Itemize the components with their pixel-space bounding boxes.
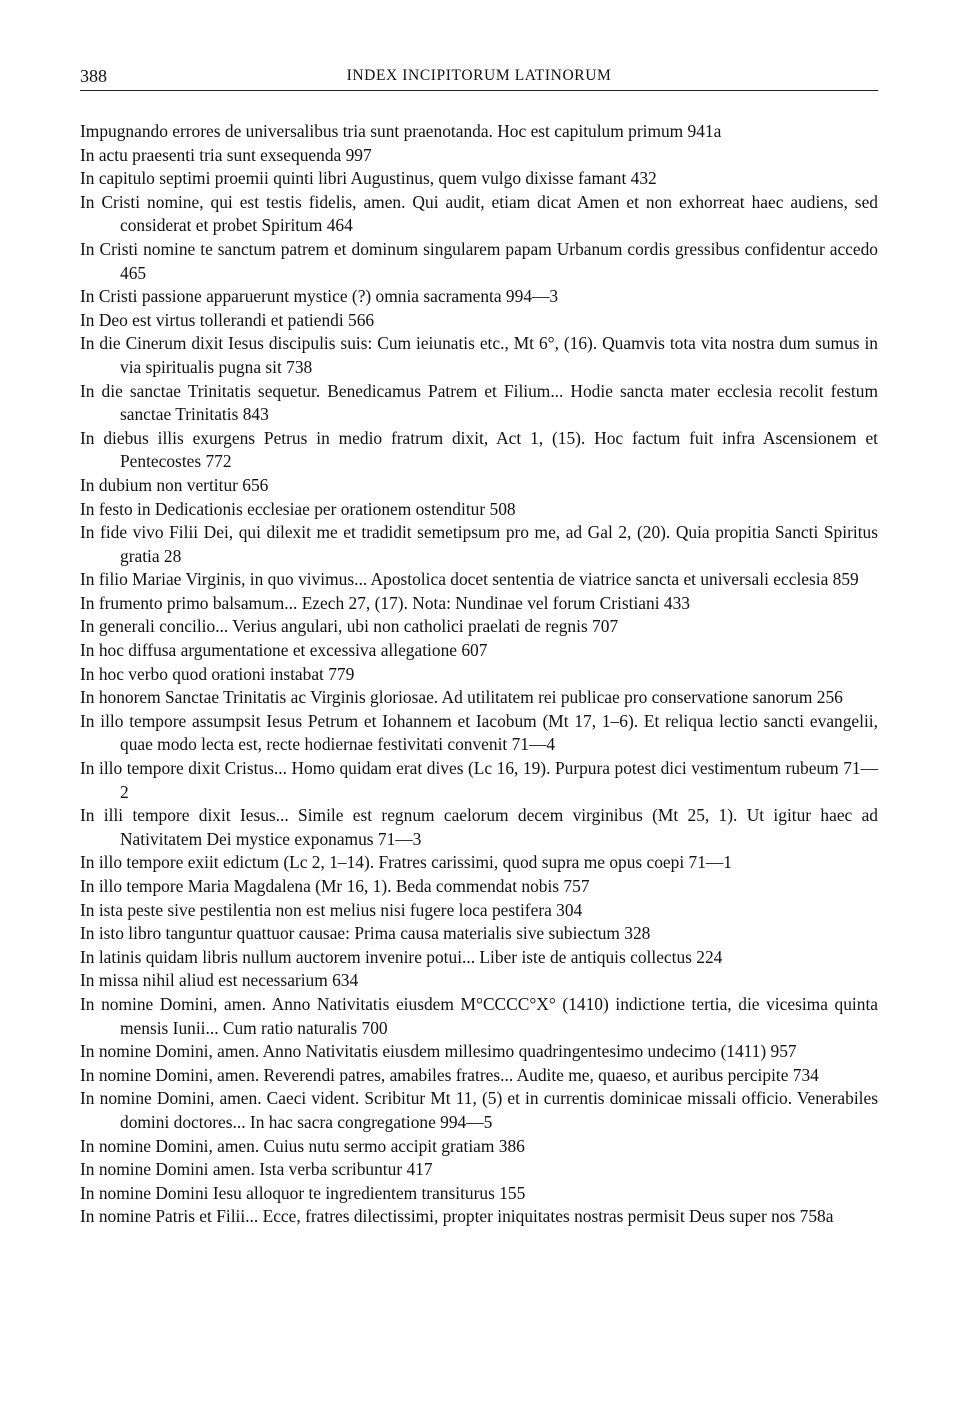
index-entry: In Cristi passione apparuerunt mystice (?) omnia sacramenta 994—3	[80, 286, 559, 307]
index-entry: In missa nihil aliud est necessarium 634	[80, 970, 359, 991]
index-entry: In honorem Sanctae Trinitatis ac Virginis gloriosae. Ad utilitatem rei publicae pro conservatione sanorum 256	[80, 687, 843, 708]
index-entry: In generali concilio... Verius angulari, ubi non catholici praelati de regnis 707	[80, 616, 619, 637]
index-entry: Impugnando errores de universalibus tria sunt praenotanda. Hoc est capitulum primum 941a	[80, 121, 722, 141]
index-entry: In nomine Domini Iesu alloquor te ingredientem transiturus 155	[80, 1182, 526, 1203]
index-entry: In illo tempore Maria Magdalena (Mr 16, 1). Beda commendat nobis 757	[80, 876, 590, 896]
index-entry: In Cristi nomine, qui est testis fidelis, amen. Qui audit, etiam dicat Amen et non exhorreat haec audiens, sed considerat et probet Spiritum 464	[80, 191, 878, 236]
index-entry: In nomine Patris et Filii... Ecce, fratres dilectissimi, propter iniquitates nostras permisit Deus super nos 758a	[80, 1206, 834, 1227]
index-entry: In ista peste sive pestilentia non est melius nisi fugere loca pestifera 304	[80, 899, 583, 920]
index-entry: In latinis quidam libris nullum auctorem invenire potui... Liber iste de antiquis collectus 224	[80, 946, 723, 967]
index-entry: In nomine Domini, amen. Anno Nativitatis eiusdem millesimo quadringentesimo undecimo (1411) 957	[80, 1041, 797, 1062]
incipit-list	[80, 120, 878, 1229]
page-number: 388	[80, 66, 107, 86]
index-entry: In nomine Domini, amen. Cuius nutu sermo accipit gratiam 386	[80, 1135, 525, 1156]
index-entry: In isto libro tanguntur quattuor causae: Prima causa materialis sive subiectum 328	[80, 923, 651, 944]
index-entry: In illo tempore dixit Cristus... Homo quidam erat dives (Lc 16, 19). Purpura potest dici vestimentum rubeum 71—2	[80, 758, 878, 802]
index-entry: In dubium non vertitur 656	[80, 474, 269, 495]
index-entry: In festo in Dedicationis ecclesiae per orationem ostenditur 508	[80, 498, 516, 519]
running-head	[80, 60, 878, 90]
index-entry: In nomine Domini, amen. Caeci vident. Scribitur Mt 11, (5) et in currentis dominicae missali officio. Venerabiles domini doctores... In hac sacra congregatione 994—5	[80, 1088, 878, 1132]
index-entry: In Cristi nomine te sanctum patrem et dominum singularem papam Urbanum cordis gressibus confidentur accedo 465	[80, 238, 878, 283]
index-entry: In Deo est virtus tollerandi et patiendi 566	[80, 309, 375, 330]
index-entry: In nomine Domini, amen. Anno Nativitatis eiusdem M°CCCC°X° (1410) indictione tertia, die vicesima quinta mensis Iunii... Cum ratio naturalis 700	[80, 993, 878, 1038]
index-entry: In nomine Domini amen. Ista verba scribuntur 417	[80, 1159, 433, 1180]
index-entry: In illi tempore dixit Iesus... Simile est regnum caelorum decem virginibus (Mt 25, 1). Ut igitur haec ad Nativitatem Dei mystice exponamus 71—3	[80, 805, 878, 849]
index-entry: In nomine Domini, amen. Reverendi patres, amabiles fratres... Audite me, quaeso, et auribus percipite 734	[80, 1064, 819, 1085]
index-entry: In illo tempore assumpsit Iesus Petrum et Iohannem et Iacobum (Mt 17, 1–6). Et reliqua lectio sancti evangelii, quae modo lecta est, recte hodiernae festivitati convenit 71—4	[80, 710, 878, 755]
index-entry: In illo tempore exiit edictum (Lc 2, 1–14). Fratres carissimi, quod supra me opus coepi 71—1	[80, 852, 733, 873]
index-page	[80, 60, 878, 1229]
header-rule	[80, 90, 878, 91]
index-entry: In hoc diffusa argumentatione et excessiva allegatione 607	[80, 640, 488, 661]
index-entry: In hoc verbo quod orationi instabat 779	[80, 663, 355, 684]
running-title: INDEX INCIPITORUM LATINORUM	[346, 67, 612, 84]
index-entry: In fide vivo Filii Dei, qui dilexit me et tradidit semetipsum pro me, ad Gal 2, (20). Quia propitia Sancti Spiritus gratia 28	[80, 522, 878, 566]
index-entry: In frumento primo balsamum... Ezech 27, (17). Nota: Nundinae vel forum Cristiani 433	[80, 592, 690, 613]
index-entry: In die Cinerum dixit Iesus discipulis suis: Cum ieiunatis etc., Mt 6°, (16). Quamvis tota vita nostra dum sumus in via spiritualis pugna sit 738	[80, 333, 878, 377]
index-entry: In diebus illis exurgens Petrus in medio fratrum dixit, Act 1, (15). Hoc factum fuit infra Ascensionem et Pentecostes 772	[80, 427, 878, 472]
index-entry: In die sanctae Trinitatis sequetur. Benedicamus Patrem et Filium... Hodie sancta mater ecclesia recolit festum sanctae Trinitatis 843	[80, 380, 878, 425]
index-entry: In actu praesenti tria sunt exsequenda 997	[80, 144, 372, 165]
index-entry: In filio Mariae Virginis, in quo vivimus... Apostolica docet sententia de viatrice sancta et universali ecclesia 859	[80, 569, 859, 590]
index-entry: In capitulo septimi proemii quinti libri Augustinus, quem vulgo dixisse famant 432	[80, 168, 657, 189]
